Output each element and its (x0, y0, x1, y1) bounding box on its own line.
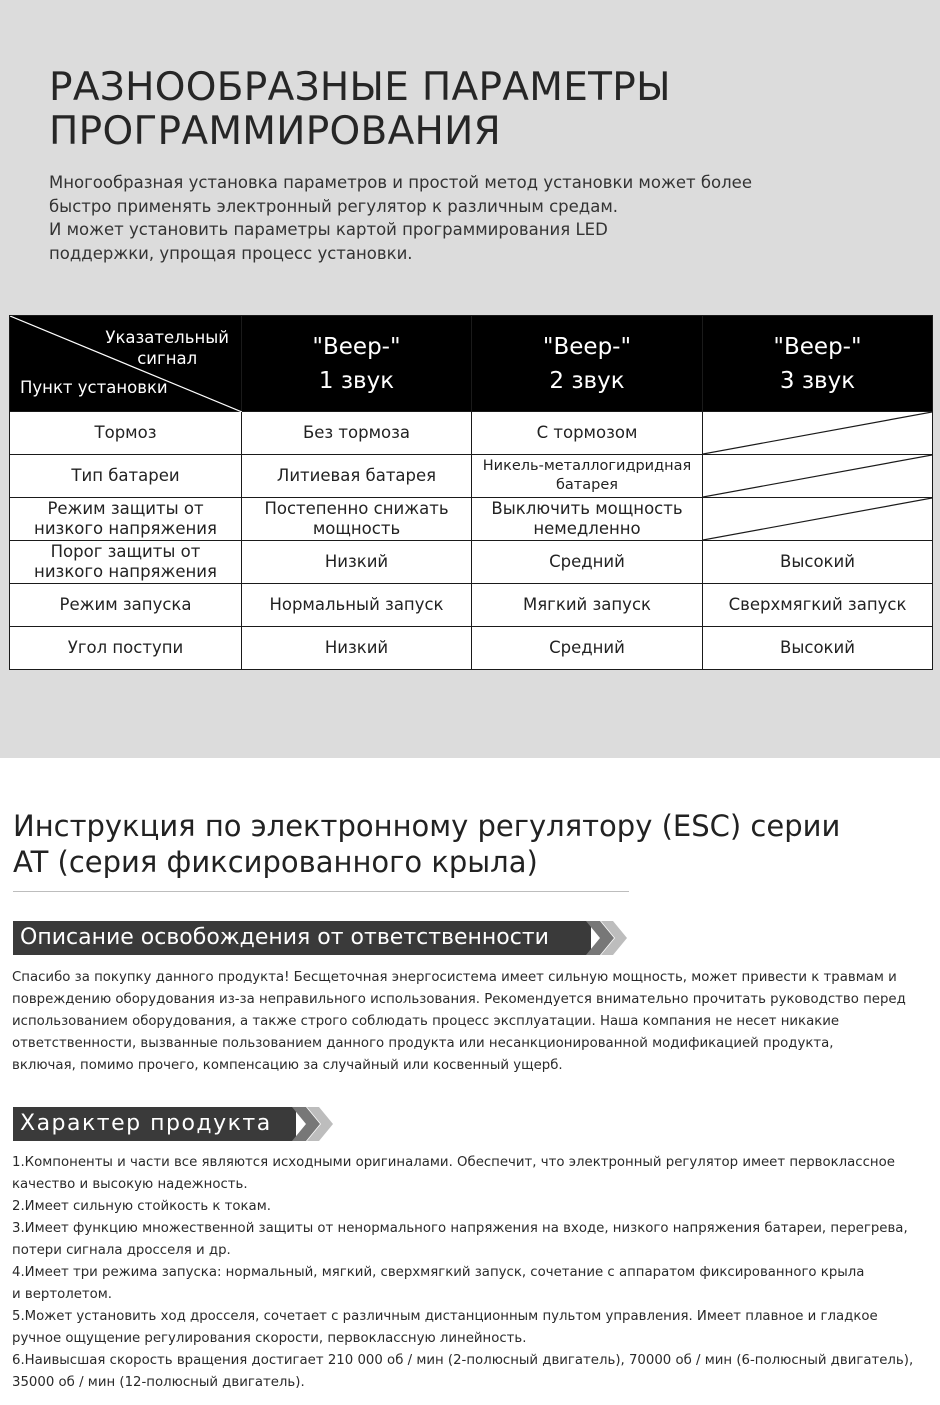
setting-value-cell (472, 541, 703, 584)
setting-value-cell (472, 498, 703, 541)
not-applicable-cell (703, 455, 933, 498)
setting-value-text: Низкий (324, 552, 389, 571)
disclaimer-line: ответственности, вызванные пользованием данного продукта или несанкционированной модификацией продукта, (12, 1036, 834, 1051)
setting-value-text: С тормозом (536, 423, 638, 442)
setting-value-text: немедленно (533, 519, 641, 538)
setting-value-text: Литиевая батарея (276, 466, 437, 485)
table-header-row (10, 316, 933, 412)
header-line: "Beep-" (312, 333, 401, 360)
header-beep-1 (242, 316, 472, 412)
title-divider (13, 891, 629, 892)
description-line: Многообразная установка параметров и простой метод установки может более (49, 173, 752, 192)
setting-item-text: Тормоз (94, 423, 157, 442)
feature-line: 5.Может установить ход дросселя, сочетает с различным дистанционным пультом управления. Имеет плавное и гладкое (12, 1309, 878, 1324)
features-text (12, 1152, 914, 1394)
disclaimer-heading: Описание освобождения от ответственности (13, 921, 591, 955)
setting-value-cell (242, 584, 472, 627)
setting-item-text: низкого напряжения (34, 562, 217, 581)
setting-value-cell (472, 584, 703, 627)
header-line: 1 звук (318, 367, 395, 394)
setting-value-text: батарея (555, 477, 618, 493)
double-chevron-icon (586, 921, 630, 955)
setting-item-text: Тип батареи (71, 466, 180, 485)
feature-line: ручное ощущение регулирования скорости, первоклассную линейность. (12, 1331, 527, 1346)
setting-value-text: Высокий (780, 552, 855, 571)
setting-value-cell (242, 541, 472, 584)
table-row-brake (10, 412, 933, 455)
header-line: "Beep-" (773, 333, 862, 360)
feature-line: потери сигнала дросселя и др. (12, 1243, 231, 1258)
description-line: быстро применять электронный регулятор к различным средам. (49, 196, 619, 216)
not-applicable-cell (703, 412, 933, 455)
setting-value-cell (242, 412, 472, 455)
setting-item-cell (10, 541, 242, 584)
corner-signal-line: сигнал (137, 349, 198, 368)
setting-value-text: Сверхмягкий запуск (728, 595, 907, 614)
header-line: 3 звук (779, 367, 856, 394)
setting-value-text: Высокий (780, 638, 855, 657)
setting-value-cell (242, 627, 472, 670)
table-row-lv-protection-threshold (10, 541, 933, 584)
disclaimer-line: использованием оборудования, а также строго соблюдать процесс эксплуатации. Наша компания не несет никакие (12, 1014, 840, 1029)
disclaimer-line: Спасибо за покупку данного продукта! Бесщеточная энергосистема имеет сильную мощность, может привести к травмам и (12, 970, 897, 985)
feature-line: 2.Имеет сильную стойкость к токам. (12, 1199, 271, 1214)
table-row-start-mode (10, 584, 933, 627)
setting-value-text: Средний (549, 638, 625, 657)
programming-title-line: ПРОГРАММИРОВАНИЯ (49, 109, 502, 154)
diagonal-strike (703, 412, 932, 454)
table-corner-cell (10, 316, 242, 412)
corner-item-label: Пункт установки (20, 378, 168, 397)
corner-signal-label (105, 327, 229, 369)
setting-item-text: Порог защиты от (50, 542, 201, 561)
header-beep-3 (703, 316, 933, 412)
setting-value-text: Средний (549, 552, 625, 571)
disclaimer-line: повреждению оборудования из-за неправильного использования. Рекомендуется внимательно прочитать руководство перед (12, 992, 906, 1007)
programming-title (49, 66, 909, 154)
disclaimer-text (12, 967, 906, 1077)
corner-signal-line: Указательный (105, 328, 229, 347)
feature-line: качество и высокую надежность. (12, 1177, 248, 1192)
setting-item-cell (10, 412, 242, 455)
programming-description (49, 171, 909, 265)
instruction-title (13, 808, 913, 880)
programming-table (9, 315, 933, 670)
setting-item-text: Угол поступи (67, 638, 184, 657)
header-line: 2 звук (549, 367, 625, 394)
feature-line: 6.Наивысшая скорость вращения достигает 210 000 об / мин (2-полюсный двигатель), 70000 об / мин (6-полюсный двигатель), (12, 1353, 914, 1368)
table-body (10, 412, 933, 670)
feature-line: 1.Компоненты и части все являются исходными оригиналами. Обеспечит, что электронный регулятор имеет первоклассное (12, 1155, 895, 1170)
not-applicable-cell (703, 498, 933, 541)
feature-line: 35000 об / мин (12-полюсный двигатель). (12, 1375, 305, 1390)
setting-value-text: Низкий (324, 638, 389, 657)
setting-value-text: Нормальный запуск (269, 595, 444, 614)
instruction-title-line: AT (серия фиксированного крыла) (13, 845, 538, 879)
setting-item-cell (10, 498, 242, 541)
feature-line: 3.Имеет функцию множественной защиты от ненормального напряжения на входе, низкого напряжения батареи, перегрева, (12, 1221, 908, 1236)
setting-value-text: Мягкий запуск (523, 595, 651, 614)
programming-title-line: РАЗНООБРАЗНЫЕ ПАРАМЕТРЫ (49, 65, 671, 110)
setting-item-cell (10, 627, 242, 670)
setting-item-text: Режим защиты от (47, 499, 204, 518)
description-line: И может установить параметры картой программирования LED (49, 220, 608, 239)
header-beep-2 (472, 316, 703, 412)
setting-value-text: мощность (312, 519, 401, 538)
setting-value-cell (703, 541, 933, 584)
setting-item-cell (10, 455, 242, 498)
description-line: поддержки, упрощая процесс установки. (49, 243, 413, 263)
setting-value-text: Выключить мощность (491, 499, 683, 518)
diagonal-strike (703, 498, 932, 540)
setting-item-text: низкого напряжения (34, 519, 217, 538)
setting-value-cell (703, 584, 933, 627)
table-row-timing-angle (10, 627, 933, 670)
header-line: "Beep-" (542, 333, 632, 360)
setting-value-cell (472, 412, 703, 455)
setting-value-text: Постепенно снижать (264, 499, 449, 518)
table-row-lv-protection-mode (10, 498, 933, 541)
setting-value-cell (242, 498, 472, 541)
setting-item-text: Режим запуска (59, 595, 192, 614)
disclaimer-line: включая, помимо прочего, компенсацию за случайный или косвенный ущерб. (12, 1058, 563, 1073)
setting-value-cell (472, 455, 703, 498)
table-row-battery-type (10, 455, 933, 498)
double-chevron-icon (292, 1107, 340, 1141)
feature-line: 4.Имеет три режима запуска: нормальный, мягкий, сверхмягкий запуск, сочетание с аппаратом фиксированного крыла (12, 1265, 865, 1280)
setting-value-cell (242, 455, 472, 498)
diagonal-strike (703, 455, 932, 497)
setting-value-cell (472, 627, 703, 670)
feature-line: и вертолетом. (12, 1287, 113, 1302)
setting-value-text: Без тормоза (302, 423, 411, 442)
features-heading: Характер продукта (13, 1107, 296, 1141)
setting-item-cell (10, 584, 242, 627)
setting-value-text: Никель-металлогидридная (482, 458, 692, 474)
instruction-title-line: Инструкция по электронному регулятору (ESC) серии (13, 809, 841, 843)
setting-value-cell (703, 627, 933, 670)
